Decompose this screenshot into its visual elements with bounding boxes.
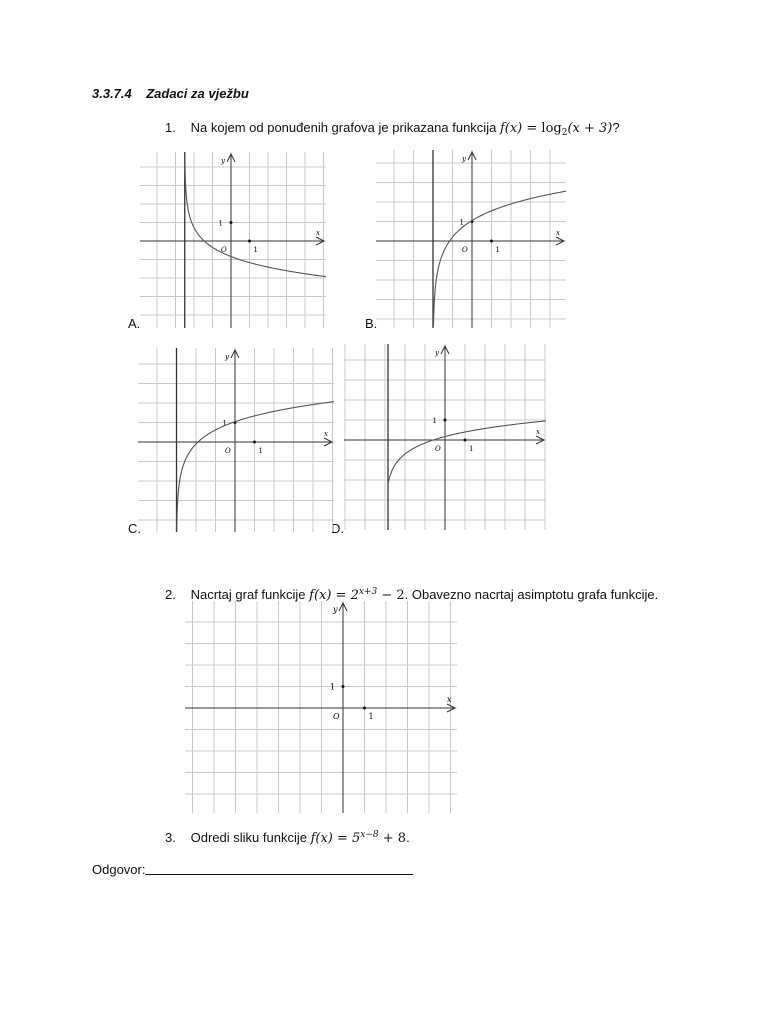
x-axis-label: x [556,229,560,237]
section-number: 3.3.7.4 [92,86,132,101]
function-curve [177,402,334,531]
x-axis-label: x [316,229,320,237]
x-axis-label: x [324,430,328,438]
tick-label-x1: 1 [495,246,500,254]
task-3-formula: $f(x) = 5^{x-8} + 8$ [310,830,407,846]
option-d-label: D. [331,521,344,536]
tick-point-y1 [230,221,233,224]
origin-label: O [462,246,468,254]
tick-point-x1 [490,240,493,243]
tick-point-x1 [248,240,251,243]
section-heading [92,86,249,101]
tick-label-y1: 1 [432,417,437,425]
task-2-number: 2. [165,587,176,602]
task-1-formula: $f(x) = \log_2(x + 3)$ [499,121,613,138]
task-3 [165,830,410,846]
graph-option-b [376,150,566,328]
task-2-text: Nacrtaj graf funkcije [190,587,306,602]
empty-drawing-grid[interactable] [185,601,457,813]
task-3-number: 3. [165,830,176,845]
answer-label: Odgovor: [92,862,146,877]
tick-label-x1: 1 [469,445,474,453]
tick-point-x1 [464,439,467,442]
y-axis-label: y [462,155,466,163]
y-axis-label: y [221,157,225,165]
origin-label: O [435,445,441,453]
origin-label: O [225,447,231,455]
option-c-label: C. [128,521,141,536]
task-1-number: 1. [165,120,176,135]
tick-label-x1: 1 [258,447,263,455]
answer-blank[interactable] [145,862,413,875]
tick-label-y1: 1 [222,419,227,428]
tick-label-x1: 1 [253,246,258,254]
y-axis-label: y [435,349,439,357]
origin-label: O [221,246,227,254]
task-2-formula: $f(x) = 2^{x+3} - 2$ [309,587,405,603]
task-1-question-mark: ? [612,120,620,135]
function-curve [388,421,546,483]
tick-point-y1 [444,419,447,422]
task-3-period: . [406,830,410,845]
tick-point-x1 [363,707,366,710]
tick-label-y1: 1 [218,219,223,228]
tick-label-x1: 1 [368,712,374,721]
task-1-text: Na kojem od ponuđenih grafova je prikazana funkcija [190,120,497,135]
tick-point-x1 [253,441,256,444]
task-1 [165,120,620,138]
tick-label-y1: 1 [329,682,335,692]
tick-label-y1: 1 [459,218,464,227]
graph-option-d [344,344,546,530]
origin-label: O [333,712,340,721]
x-axis-label: x [447,695,452,704]
y-axis-label: y [333,605,338,614]
option-a-label: A. [128,316,141,331]
y-axis-label: y [225,353,229,361]
section-title: Zadaci za vježbu [146,86,249,101]
answer-line[interactable] [92,862,413,877]
option-b-label: B. [365,316,378,331]
graph-option-a [140,152,326,328]
tick-point-y1 [342,685,345,688]
task-2-instruction: . Obavezno nacrtaj asimptotu grafa funkcije. [404,587,659,602]
task-3-text: Odredi sliku funkcije [190,830,307,845]
graph-option-c [138,348,334,532]
function-curve [434,191,567,326]
x-axis-label: x [536,428,540,436]
